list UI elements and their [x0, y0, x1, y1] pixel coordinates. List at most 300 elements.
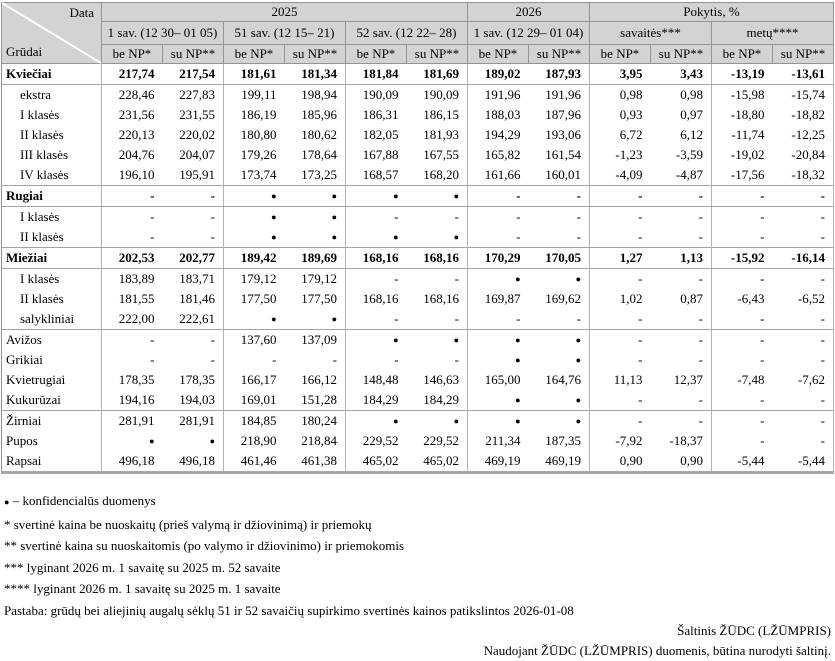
row-label: Kukurūzai: [2, 390, 102, 411]
price-cell: 191,96: [484, 87, 521, 102]
price-cell: -: [760, 271, 765, 286]
table-row: [2, 145, 834, 165]
price-cell: -18,80: [730, 107, 765, 122]
price-cell: -: [394, 271, 399, 286]
price-cell: 151,28: [285, 390, 346, 411]
price-cell: -: [760, 209, 765, 224]
price-cell: -: [516, 311, 521, 326]
price-cell: 170,05: [529, 248, 590, 269]
confidential-dot-cell: ●: [407, 411, 468, 432]
price-cell: -: [712, 330, 773, 351]
price-cell: 180,80: [240, 127, 277, 142]
price-cell: 231,56: [118, 107, 155, 122]
price-cell: 161,54: [529, 145, 590, 165]
grain-price-report-page: [0, 2, 835, 658]
row-label: I klasės: [2, 269, 102, 290]
col-group-2026: 2026: [468, 3, 590, 22]
price-cell: -: [773, 186, 834, 207]
subheader-be-np: be NP*: [468, 45, 529, 64]
price-cell: -: [638, 311, 643, 326]
price-cell: -: [150, 209, 155, 224]
price-cell: 227,83: [163, 85, 224, 106]
price-cell: 3,95: [590, 64, 651, 85]
price-cell: -7,92: [615, 433, 643, 448]
price-cell: 202,77: [163, 248, 224, 269]
price-cell: 496,18: [163, 451, 224, 473]
confidential-dot-cell: ●: [468, 330, 529, 351]
price-cell: 184,29: [362, 392, 399, 407]
price-cell: -15,74: [773, 85, 834, 106]
price-cell: 0,97: [651, 105, 712, 125]
price-cell: 281,91: [163, 411, 224, 432]
confidential-dot-cell: ●: [285, 186, 346, 207]
col-header-week1-2026: 1 sav. (12 29– 01 04): [468, 22, 590, 45]
price-cell: 198,94: [285, 85, 346, 106]
price-cell: 220,02: [163, 125, 224, 145]
price-cell: -: [163, 330, 224, 351]
confidential-dot-cell: ●: [529, 390, 590, 411]
price-cell: 137,09: [285, 330, 346, 351]
price-cell: -: [407, 350, 468, 370]
price-cell: -: [529, 207, 590, 228]
price-cell: -: [529, 309, 590, 330]
price-cell: 166,12: [285, 370, 346, 390]
price-cell: 496,18: [118, 453, 155, 468]
subheader-be-np: be NP*: [590, 45, 651, 64]
price-cell: 186,19: [240, 107, 277, 122]
confidential-dot-cell: ●: [271, 212, 277, 222]
table-row: [2, 309, 834, 330]
row-label: I klasės: [2, 207, 102, 228]
price-cell: -15,98: [730, 87, 765, 102]
price-cell: 12,37: [651, 370, 712, 390]
price-cell: 181,34: [285, 64, 346, 85]
table-row: [2, 390, 834, 411]
price-cell: -: [150, 229, 155, 244]
confidential-dot-cell: ●: [407, 186, 468, 207]
price-cell: 465,02: [407, 451, 468, 473]
price-cell: 3,43: [651, 64, 712, 85]
price-cell: -11,74: [731, 127, 765, 142]
price-cell: -: [285, 350, 346, 370]
price-cell: 178,64: [285, 145, 346, 165]
price-cell: -16,14: [773, 248, 834, 269]
price-cell: 6,12: [651, 125, 712, 145]
confidential-dot-icon: ●: [4, 497, 10, 507]
price-cell: -: [773, 411, 834, 432]
year-header-row: [2, 3, 834, 22]
row-label: Kviečiai: [2, 64, 102, 85]
price-cell: 168,57: [362, 167, 399, 182]
price-cell: -: [407, 207, 468, 228]
price-cell: -: [407, 269, 468, 290]
table-row: [2, 105, 834, 125]
table-header: [2, 3, 834, 64]
price-cell: -: [638, 271, 643, 286]
price-cell: -6,43: [737, 291, 765, 306]
price-cell: 1,13: [651, 248, 712, 269]
price-cell: -15,92: [712, 248, 773, 269]
confidential-dot-cell: ●: [346, 330, 407, 351]
confidential-dot-cell: ●: [515, 355, 521, 365]
price-cell: 0,87: [651, 289, 712, 309]
confidential-dot-cell: ●: [529, 350, 590, 370]
col-header-week52-2025: 52 sav. (12 22– 28): [346, 22, 468, 45]
price-cell: 469,19: [484, 453, 521, 468]
row-label: Miežiai: [2, 248, 102, 269]
price-cell: 190,09: [407, 85, 468, 106]
price-cell: 181,46: [163, 289, 224, 309]
price-cell: -18,82: [773, 105, 834, 125]
row-label: Rapsai: [2, 451, 102, 473]
price-cell: 181,61: [224, 64, 285, 85]
price-cell: 167,88: [362, 147, 399, 162]
row-label: Grikiai: [2, 350, 102, 370]
price-cell: -: [760, 311, 765, 326]
price-cell: -: [773, 269, 834, 290]
price-cell: -: [516, 209, 521, 224]
price-cell: 180,24: [285, 411, 346, 432]
price-cell: -5,44: [773, 451, 834, 473]
price-cell: 160,01: [529, 165, 590, 186]
footnote-confidential: ● – konfidencialūs duomenys: [4, 493, 156, 508]
price-cell: 165,00: [484, 372, 521, 387]
price-cell: -19,02: [730, 147, 765, 162]
price-cell: 190,09: [362, 87, 399, 102]
price-cell: -: [773, 207, 834, 228]
price-cell: 184,29: [407, 390, 468, 411]
price-cell: 179,12: [285, 269, 346, 290]
price-cell: 1,02: [619, 291, 643, 306]
price-cell: 220,13: [118, 127, 155, 142]
price-cell: -18,37: [651, 431, 712, 451]
row-label: III klasės: [2, 145, 102, 165]
price-cell: 189,69: [285, 248, 346, 269]
price-cell: -: [773, 431, 834, 451]
grain-price-table: [1, 2, 834, 474]
price-cell: -: [163, 350, 224, 370]
price-cell: 281,91: [102, 411, 163, 432]
price-cell: 189,02: [468, 64, 529, 85]
table-row: [2, 165, 834, 186]
price-cell: 1,27: [590, 248, 651, 269]
table-row: [2, 350, 834, 370]
price-cell: 169,87: [484, 291, 521, 306]
subheader-su-np: su NP**: [285, 45, 346, 64]
price-cell: -: [712, 411, 773, 432]
price-cell: 229,52: [362, 433, 399, 448]
footnotes-block: [4, 490, 835, 621]
price-cell: -: [760, 392, 765, 407]
price-cell: 177,50: [240, 291, 277, 306]
price-cell: -: [651, 309, 712, 330]
price-cell: -: [529, 186, 590, 207]
footnote-pastaba: Pastaba: grūdų bei aliejinių augalų sėklų 51 ir 52 savaičių supirkimo svertinės kainos patikslintos 2026-01-08: [4, 602, 574, 618]
price-cell: 189,42: [224, 248, 285, 269]
price-cell: 168,16: [362, 291, 399, 306]
col-group-2025: 2025: [102, 3, 468, 22]
price-cell: -: [638, 229, 643, 244]
subheader-be-np: be NP*: [712, 45, 773, 64]
price-cell: 0,98: [651, 85, 712, 106]
price-cell: -: [651, 227, 712, 248]
price-cell: -7,48: [737, 372, 765, 387]
price-cell: -7,62: [773, 370, 834, 390]
confidential-dot-cell: ●: [285, 227, 346, 248]
price-cell: -: [773, 309, 834, 330]
table-row: [2, 85, 834, 106]
price-cell: -: [516, 229, 521, 244]
price-cell: 180,62: [285, 125, 346, 145]
table-row: [2, 269, 834, 290]
table-row: [2, 125, 834, 145]
price-cell: 199,11: [241, 87, 277, 102]
price-cell: -6,52: [773, 289, 834, 309]
table-row: [2, 431, 834, 451]
price-cell: -: [773, 390, 834, 411]
price-cell: -: [468, 186, 529, 207]
price-cell: 204,07: [163, 145, 224, 165]
table-body: [2, 64, 834, 473]
price-cell: -: [773, 227, 834, 248]
row-label: Žirniai: [2, 411, 102, 432]
subheader-be-np: be NP*: [102, 45, 163, 64]
price-cell: -: [773, 330, 834, 351]
row-label: Avižos: [2, 330, 102, 351]
price-cell: 164,76: [529, 370, 590, 390]
price-cell: 11,13: [613, 372, 643, 387]
subheader-su-np: su NP**: [773, 45, 834, 64]
table-row: [2, 370, 834, 390]
price-cell: -: [651, 411, 712, 432]
confidential-dot-cell: ●: [515, 274, 521, 284]
price-cell: 181,69: [407, 64, 468, 85]
price-cell: 188,03: [484, 107, 521, 122]
price-cell: -: [394, 209, 399, 224]
price-cell: 177,50: [285, 289, 346, 309]
price-cell: 218,90: [240, 433, 277, 448]
confidential-dot-cell: ●: [149, 436, 155, 446]
price-cell: -: [590, 411, 651, 432]
table-row: [2, 227, 834, 248]
price-cell: 194,03: [163, 390, 224, 411]
price-cell: 217,54: [163, 64, 224, 85]
row-label: IV klasės: [2, 165, 102, 186]
price-cell: 173,25: [285, 165, 346, 186]
price-cell: 6,72: [619, 127, 643, 142]
table-row: [2, 330, 834, 351]
table-row: [2, 451, 834, 473]
row-label: Rugiai: [2, 186, 102, 207]
price-cell: -: [150, 352, 155, 367]
price-cell: 169,01: [240, 392, 277, 407]
price-cell: -: [529, 227, 590, 248]
price-cell: 168,16: [407, 248, 468, 269]
confidential-dot-cell: ●: [393, 232, 399, 242]
confidential-dot-cell: ●: [407, 227, 468, 248]
confidential-dot-cell: ●: [529, 269, 590, 290]
confidential-dot-cell: ●: [346, 411, 407, 432]
corner-label-data: Data: [69, 5, 94, 20]
price-cell: -: [760, 229, 765, 244]
row-label: II klasės: [2, 289, 102, 309]
confidential-dot-cell: ●: [468, 411, 529, 432]
price-cell: 218,84: [285, 431, 346, 451]
price-cell: 202,53: [102, 248, 163, 269]
price-cell: 137,60: [224, 330, 285, 351]
price-cell: 183,71: [163, 269, 224, 290]
row-label: II klasės: [2, 125, 102, 145]
footnote-su-np: ** svertinė kaina su nuoskaitomis (po valymo ir džiovinimo) ir priemokomis: [4, 538, 405, 553]
price-cell: 0,90: [651, 451, 712, 473]
price-cell: -: [394, 352, 399, 367]
table-row: [2, 411, 834, 432]
price-cell: 187,35: [529, 431, 590, 451]
subheader-su-np: su NP**: [163, 45, 224, 64]
price-cell: -: [638, 209, 643, 224]
price-cell: 211,34: [485, 433, 521, 448]
price-cell: -13,61: [773, 64, 834, 85]
footnote-yearly-compare: **** lyginant 2026 m. 1 savaitę su 2025 m. 1 savaite: [4, 581, 281, 596]
subheader-su-np: su NP**: [651, 45, 712, 64]
price-cell: 191,96: [529, 85, 590, 106]
subheader-be-np: be NP*: [224, 45, 285, 64]
price-cell: 217,74: [102, 64, 163, 85]
row-label: Kvietrugiai: [2, 370, 102, 390]
price-cell: 168,16: [407, 289, 468, 309]
confidential-dot-cell: ●: [529, 411, 590, 432]
price-cell: 229,52: [407, 431, 468, 451]
price-cell: 0,98: [619, 87, 643, 102]
col-header-week1-2025: 1 sav. (12 30– 01 05): [102, 22, 224, 45]
price-cell: 469,19: [529, 451, 590, 473]
row-label: ekstra: [2, 85, 102, 106]
price-cell: 166,17: [240, 372, 277, 387]
price-cell: 193,06: [529, 125, 590, 145]
price-cell: -: [651, 186, 712, 207]
price-cell: 194,29: [484, 127, 521, 142]
subheader-su-np: su NP**: [407, 45, 468, 64]
price-cell: -: [590, 330, 651, 351]
price-cell: 461,46: [240, 453, 277, 468]
subheader-be-np: be NP*: [346, 45, 407, 64]
table-row: [2, 186, 834, 207]
week-header-row: [2, 22, 834, 45]
subheader-row: [2, 45, 834, 64]
price-cell: -: [651, 350, 712, 370]
price-cell: -13,19: [712, 64, 773, 85]
confidential-dot-cell: ●: [285, 207, 346, 228]
price-cell: 181,93: [407, 125, 468, 145]
price-cell: -: [712, 186, 773, 207]
row-label: II klasės: [2, 227, 102, 248]
price-cell: 148,48: [362, 372, 399, 387]
price-cell: 195,91: [163, 165, 224, 186]
price-cell: 187,96: [529, 105, 590, 125]
price-cell: 167,55: [407, 145, 468, 165]
table-row: [2, 289, 834, 309]
price-cell: -: [760, 352, 765, 367]
price-cell: -: [102, 186, 163, 207]
price-cell: -: [407, 309, 468, 330]
price-cell: -: [760, 433, 765, 448]
price-cell: -1,23: [615, 147, 643, 162]
price-cell: 165,82: [484, 147, 521, 162]
col-group-change: Pokytis, %: [590, 3, 834, 22]
price-cell: 173,74: [240, 167, 277, 182]
price-cell: 185,96: [285, 105, 346, 125]
confidential-dot-cell: ●: [163, 431, 224, 451]
row-label: I klasės: [2, 105, 102, 125]
price-cell: -: [638, 392, 643, 407]
price-cell: 168,16: [346, 248, 407, 269]
price-cell: -: [651, 390, 712, 411]
price-cell: 0,90: [619, 453, 643, 468]
price-cell: 183,89: [118, 271, 155, 286]
confidential-dot-cell: ●: [529, 330, 590, 351]
price-cell: -: [163, 227, 224, 248]
confidential-dot-cell: ●: [346, 186, 407, 207]
price-cell: 179,26: [240, 147, 277, 162]
price-cell: 179,12: [240, 271, 277, 286]
subheader-su-np: su NP**: [529, 45, 590, 64]
price-cell: 222,61: [163, 309, 224, 330]
col-header-weekly-change: savaitės***: [590, 22, 712, 45]
corner-label-grudai: Grūdai: [6, 44, 43, 59]
price-cell: 169,62: [529, 289, 590, 309]
price-cell: 184,85: [224, 411, 285, 432]
col-header-yearly-change: metų****: [712, 22, 834, 45]
price-cell: 186,31: [362, 107, 399, 122]
price-cell: 186,15: [407, 105, 468, 125]
price-cell: 461,38: [285, 451, 346, 473]
price-cell: -20,84: [773, 145, 834, 165]
source-usage-line: Naudojant ŽŪDC (LŽŪMPRIS) duomenis, būtina nurodyti šaltinį.: [483, 643, 831, 658]
confidential-dot-cell: ●: [271, 314, 277, 324]
price-cell: -17,56: [730, 167, 765, 182]
confidential-dot-cell: ●: [515, 395, 521, 405]
price-cell: -3,59: [651, 145, 712, 165]
confidential-dot-cell: ●: [285, 309, 346, 330]
price-cell: -4,09: [615, 167, 643, 182]
col-header-week51-2025: 51 sav. (12 15– 21): [224, 22, 346, 45]
price-cell: -: [773, 350, 834, 370]
price-cell: -18,32: [773, 165, 834, 186]
price-cell: -4,87: [651, 165, 712, 186]
price-cell: -: [163, 207, 224, 228]
price-cell: -: [272, 352, 277, 367]
price-cell: 168,20: [407, 165, 468, 186]
table-row: [2, 207, 834, 228]
row-label: salykliniai: [2, 309, 102, 330]
price-cell: 161,66: [484, 167, 521, 182]
price-cell: -: [163, 186, 224, 207]
price-cell: -: [651, 330, 712, 351]
confidential-dot-cell: ●: [407, 330, 468, 351]
price-cell: 465,02: [362, 453, 399, 468]
table-row: [2, 64, 834, 85]
price-cell: 0,93: [619, 107, 643, 122]
price-cell: -: [638, 352, 643, 367]
price-cell: -12,25: [773, 125, 834, 145]
price-cell: 146,63: [407, 370, 468, 390]
footnote-be-np: * svertinė kaina be nuoskaitų (prieš valymą ir džiovinimą) ir priemokų: [4, 516, 372, 532]
footnote-weekly-compare: *** lyginant 2026 m. 1 savaitę su 2025 m. 52 savaite: [4, 559, 281, 575]
price-cell: 182,05: [362, 127, 399, 142]
price-cell: 196,10: [118, 167, 155, 182]
price-cell: 222,00: [118, 311, 155, 326]
corner-header-cell: [2, 3, 102, 64]
